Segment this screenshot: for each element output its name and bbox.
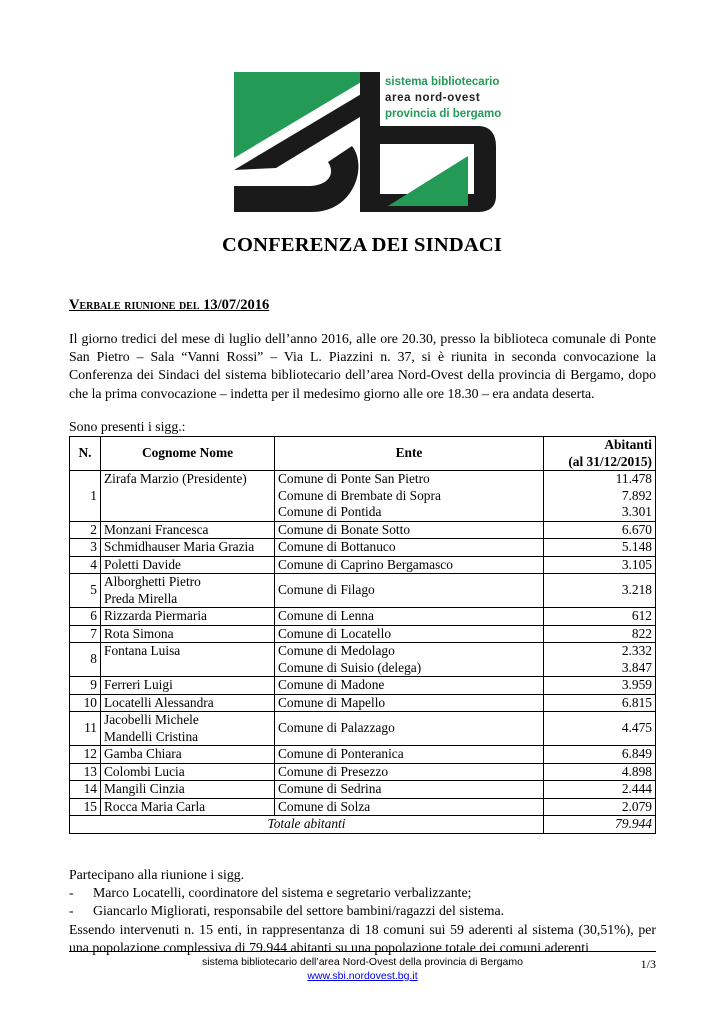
participant-text: Marco Locatelli, coordinatore del sistema e segretario verbalizzante; (93, 885, 472, 901)
cell-name (101, 556, 275, 574)
cell-ab (544, 556, 656, 574)
cell-line: Comune di Bottanuco (278, 539, 396, 554)
cell-ab (544, 574, 656, 608)
cell-line: Schmidhauser Maria Grazia (104, 539, 255, 554)
cell-n: 1 (70, 471, 101, 522)
footer-divider (69, 951, 656, 952)
cell-n: 10 (70, 694, 101, 712)
cell-ente (275, 712, 544, 746)
cell-ente (275, 694, 544, 712)
logo-green-lower (388, 156, 468, 206)
header-ente: Ente (275, 437, 544, 471)
cell-line: Mandelli Cristina (104, 728, 199, 744)
cell-line: 2.079 (621, 798, 652, 814)
cell-ente (275, 643, 544, 677)
header-name: Cognome Nome (101, 437, 275, 471)
cell-n: 6 (70, 608, 101, 626)
participant-item (69, 884, 656, 902)
cell-line: Comune di Ponte San Pietro (278, 471, 430, 486)
total-row (70, 816, 656, 834)
cell-n: 14 (70, 781, 101, 799)
logo-text (385, 74, 501, 122)
cell-line: Comune di Presezzo (278, 763, 389, 779)
cell-ab (544, 763, 656, 781)
cell-n: 11 (70, 712, 101, 746)
table-row (70, 746, 656, 764)
cell-ab (544, 521, 656, 539)
table-row (70, 574, 656, 608)
cell-line: Comune di Caprino Bergamasco (278, 556, 453, 572)
cell-name (101, 574, 275, 608)
cell-n: 9 (70, 677, 101, 695)
cell-ente (275, 556, 544, 574)
cell-line: 3.959 (621, 677, 652, 692)
cell-line: 2.332 (621, 643, 652, 658)
header-abitanti-line2: (al 31/12/2015) (568, 453, 652, 469)
header-abitanti (544, 437, 656, 471)
cell-line: 4.475 (621, 720, 652, 736)
cell-line: Rizzarda Piermaria (104, 608, 207, 623)
cell-name (101, 712, 275, 746)
header-abitanti-line1: Abitanti (604, 437, 652, 452)
table-row (70, 625, 656, 643)
subtitle-prefix: Verbale riunione del (69, 297, 200, 313)
cell-ente (275, 625, 544, 643)
cell-name (101, 677, 275, 695)
cell-line: 3.301 (621, 504, 652, 519)
cell-ente (275, 781, 544, 799)
cell-n: 7 (70, 625, 101, 643)
cell-line: Monzani Francesca (104, 521, 209, 537)
cell-line: Comune di Brembate di Sopra (278, 487, 441, 503)
cell-name (101, 625, 275, 643)
cell-n: 5 (70, 574, 101, 608)
logo-s-lower (234, 146, 358, 212)
total-value: 79.944 (544, 816, 656, 834)
total-label: Totale abitanti (70, 816, 544, 834)
cell-ab (544, 781, 656, 799)
document-title: CONFERENZA DEI SINDACI (221, 234, 503, 256)
cell-line: Rota Simona (104, 625, 174, 641)
cell-ente (275, 608, 544, 626)
cell-line: 7.892 (621, 487, 652, 503)
cell-line: 6.815 (621, 694, 652, 710)
table-row (70, 521, 656, 539)
cell-ente (275, 471, 544, 522)
cell-ente (275, 574, 544, 608)
table-header-row (70, 437, 656, 471)
intro-paragraph: Il giorno tredici del mese di luglio dell’anno 2016, alle ore 20.30, presso la biblioteca comunale di Ponte San Pietro – Sala “Vanni Rossi” – Via L. Piazzini n. 37, si è riunita in seconda convocazione la Conferenza dei Sindaci del sistema bibliotecario dell’area Nord-Ovest della provincia di Bergamo, dopo che la prima convocazione – indetta per il medesimo giorno alle ore 18.30 – era andata deserta. (69, 331, 656, 401)
cell-line: Comune di Solza (278, 798, 371, 814)
cell-name (101, 798, 275, 816)
cell-ab (544, 712, 656, 746)
cell-ab (544, 746, 656, 764)
cell-ab (544, 798, 656, 816)
bullet-dash: - (69, 903, 74, 919)
table-row (70, 608, 656, 626)
cell-n: 12 (70, 746, 101, 764)
cell-ente (275, 763, 544, 781)
cell-ab (544, 694, 656, 712)
cell-line: Mangili Cinzia (104, 781, 185, 796)
cell-n: 15 (70, 798, 101, 816)
cell-line: 3.105 (621, 556, 652, 572)
cell-line: Preda Mirella (104, 590, 178, 606)
present-label: Sono presenti i sigg.: (69, 419, 186, 434)
cell-line: Fontana Luisa (104, 643, 181, 658)
cell-line: Comune di Palazzago (278, 720, 395, 736)
cell-line: Gamba Chiara (104, 746, 182, 761)
cell-n: 2 (70, 521, 101, 539)
cell-ab (544, 643, 656, 677)
cell-line: Comune di Locatello (278, 625, 392, 641)
logo-line-1: sistema bibliotecario (385, 76, 500, 88)
cell-name (101, 781, 275, 799)
cell-line: Jacobelli Michele (104, 712, 199, 727)
cell-line: Comune di Ponteranica (278, 746, 404, 761)
cell-name (101, 471, 275, 522)
page-number: 1/3 (640, 957, 656, 971)
cell-line: Alborghetti Pietro (104, 574, 201, 589)
table-row (70, 712, 656, 746)
cell-line: Comune di Lenna (278, 608, 374, 623)
header-n: N. (70, 437, 101, 471)
cell-line: Comune di Bonate Sotto (278, 521, 411, 537)
table-row (70, 781, 656, 799)
table-row (70, 643, 656, 677)
cell-line: 6.849 (621, 746, 652, 761)
participant-text: Giancarlo Migliorati, responsabile del settore bambini/ragazzi del sistema. (93, 903, 505, 919)
table-row (70, 539, 656, 557)
cell-line: 3.218 (621, 582, 652, 598)
cell-line: 4.898 (621, 763, 652, 779)
cell-line: Comune di Medolago (278, 643, 395, 658)
cell-n: 13 (70, 763, 101, 781)
document-subtitle (69, 297, 269, 314)
after-table-section (69, 866, 656, 957)
cell-ente (275, 798, 544, 816)
cell-line: Comune di Pontida (278, 504, 382, 519)
cell-ab (544, 471, 656, 522)
cell-line: 6.670 (621, 521, 652, 537)
cell-line: Zirafa Marzio (Presidente) (104, 471, 247, 486)
cell-ente (275, 677, 544, 695)
cell-line: 3.847 (621, 659, 652, 675)
cell-name (101, 763, 275, 781)
bullet-dash: - (69, 885, 74, 901)
cell-n: 4 (70, 556, 101, 574)
cell-name (101, 608, 275, 626)
cell-ente (275, 521, 544, 539)
cell-name (101, 643, 275, 677)
cell-line: 5.148 (621, 539, 652, 554)
cell-ab (544, 677, 656, 695)
cell-name (101, 746, 275, 764)
cell-line: 612 (631, 608, 652, 623)
cell-line: Locatelli Alessandra (104, 694, 214, 710)
table-row (70, 556, 656, 574)
logo-line-2: area nord-ovest (385, 92, 481, 104)
participant-item (69, 902, 656, 920)
footer-link[interactable]: www.sbi.nordovest.bg.it (307, 970, 418, 982)
cell-n: 8 (70, 643, 101, 677)
logo-line-3: provincia di bergamo (385, 108, 502, 120)
cell-n: 3 (70, 539, 101, 557)
cell-line: 2.444 (621, 781, 652, 796)
cell-line: 822 (631, 625, 652, 641)
attendance-table (69, 436, 656, 834)
cell-ente (275, 539, 544, 557)
cell-ab (544, 608, 656, 626)
subtitle-date: 13/07/2016 (203, 297, 270, 313)
cell-line: Comune di Madone (278, 677, 385, 692)
footer (69, 955, 656, 983)
cell-ab (544, 539, 656, 557)
cell-line: Comune di Filago (278, 582, 375, 598)
cell-name (101, 694, 275, 712)
footer-text: sistema bibliotecario dell’area Nord-Ovest della provincia di Bergamo (202, 956, 523, 968)
logo-b-stem (360, 72, 380, 212)
cell-line: Poletti Davide (104, 556, 181, 572)
cell-line: Comune di Sedrina (278, 781, 382, 796)
participants-label: Partecipano alla riunione i sigg. (69, 867, 245, 882)
closing-paragraph: Essendo intervenuti n. 15 enti, in rappresentanza di 18 comuni sui 59 aderenti al sistema (30,51%), per una popolazione complessiva di 79.944 abitanti su una popolazione totale dei comuni aderenti (69, 921, 656, 955)
cell-line: Comune di Mapello (278, 694, 386, 710)
cell-name (101, 521, 275, 539)
cell-line: Colombi Lucia (104, 763, 185, 779)
cell-line: Ferreri Luigi (104, 677, 173, 692)
table-row (70, 763, 656, 781)
cell-line: Rocca Maria Carla (104, 798, 206, 814)
cell-line: Comune di Suisio (delega) (278, 659, 422, 675)
table-row (70, 694, 656, 712)
table-row (70, 471, 656, 522)
cell-name (101, 539, 275, 557)
cell-ab (544, 625, 656, 643)
cell-line: 11.478 (615, 471, 652, 486)
table-row (70, 677, 656, 695)
cell-ente (275, 746, 544, 764)
table-body (70, 471, 656, 816)
table-row (70, 798, 656, 816)
